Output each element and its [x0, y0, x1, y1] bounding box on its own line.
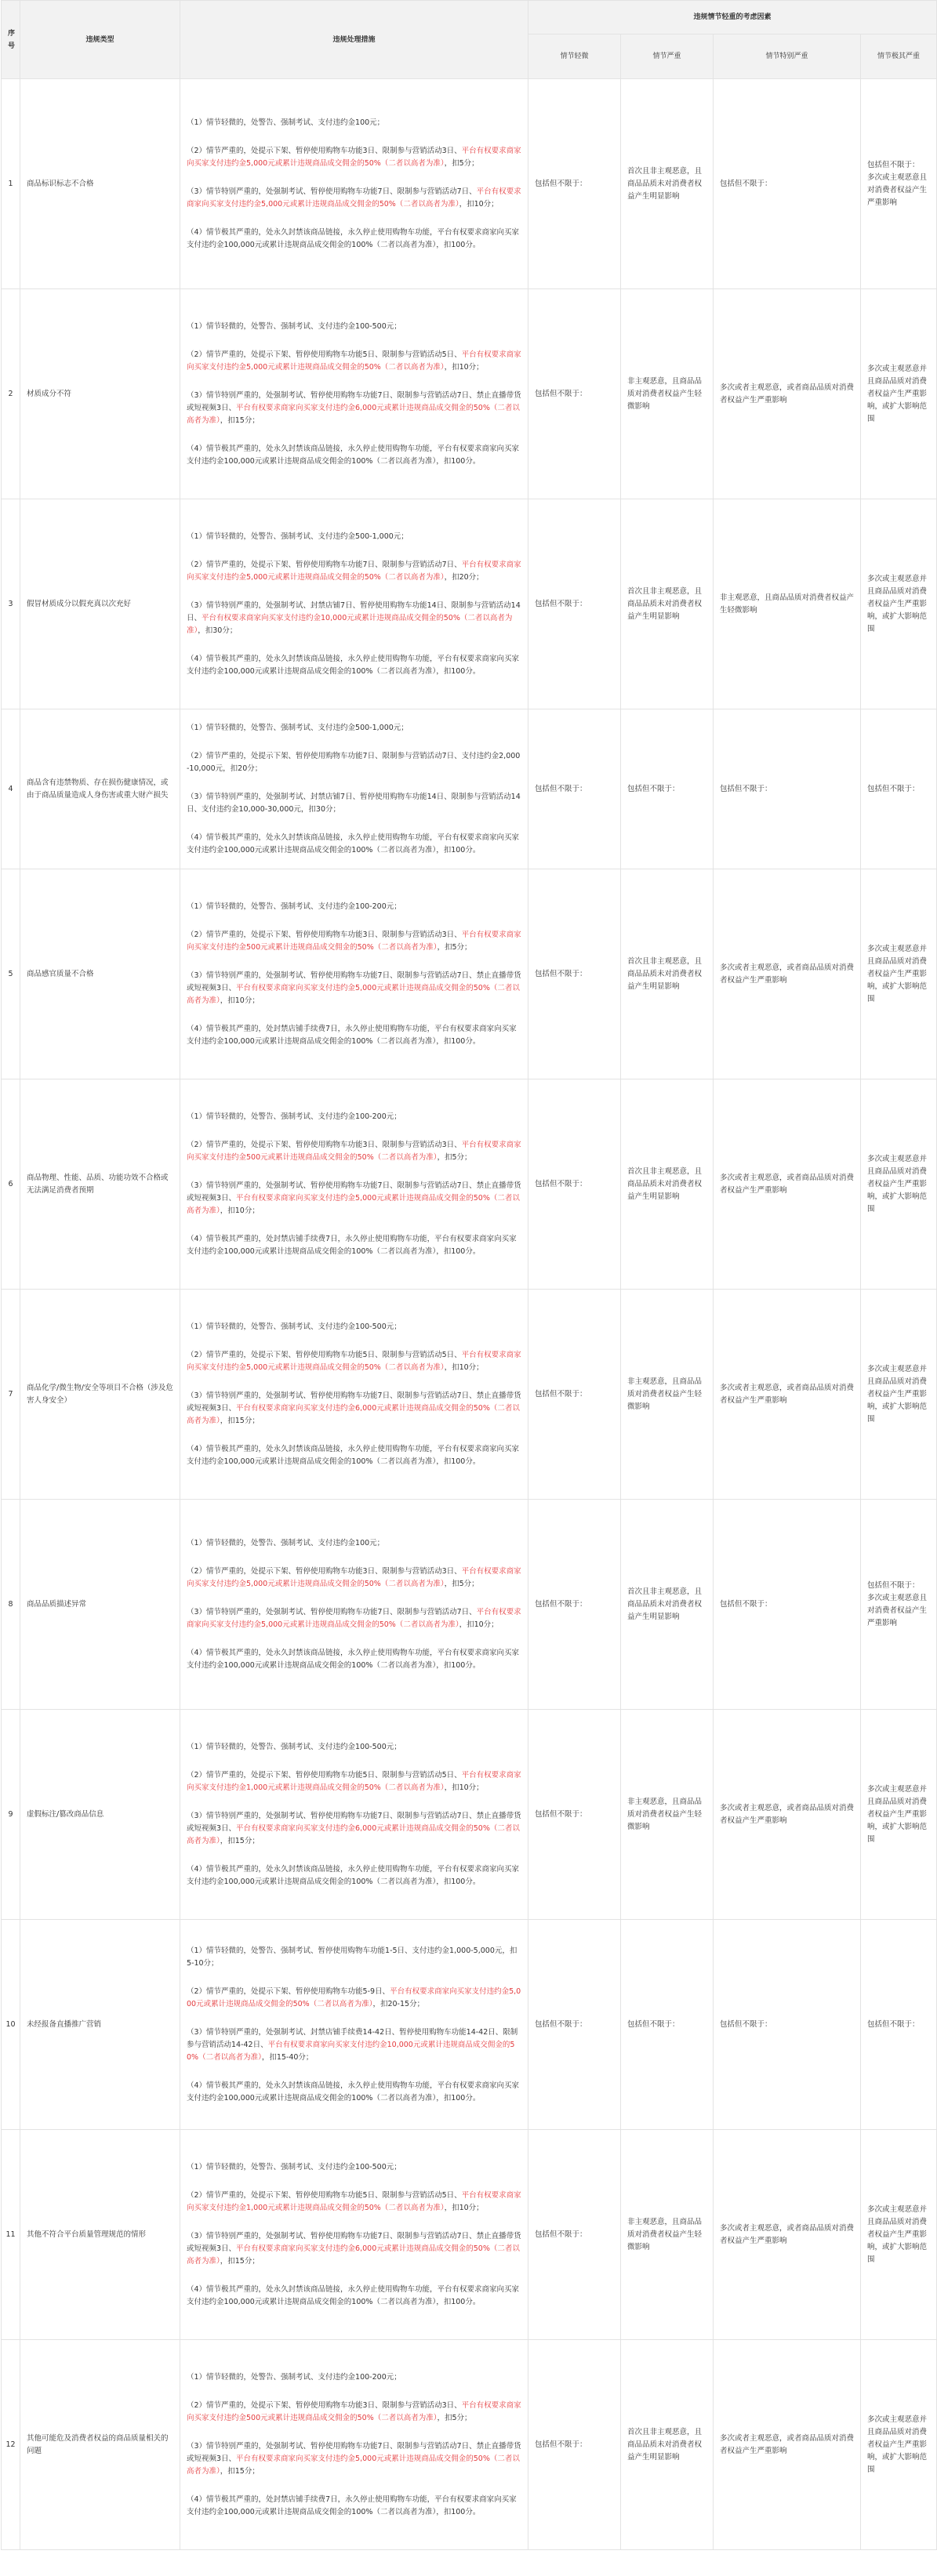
factor-extreme: 多次或主观恶意并且商品品质对消费者权益产生严重影响，或扩大影响范围 — [861, 1079, 937, 1290]
penalty-highlight: 平台有权要求商家向买家支付违约金5,000元或累计违规商品成交佣金的50%（二者以高者为准） — [187, 1986, 521, 2008]
factor-minor: 包括但不限于： — [528, 1920, 621, 2130]
factor-extreme: 包括但不限于： — [861, 1920, 937, 2130]
table-row — [2, 1290, 937, 1500]
measure-text: ，扣10分； — [444, 1783, 484, 1792]
measure-item — [187, 2494, 521, 2519]
violation-type: 商品含有违禁物质、存在损伤健康情况，或由于商品质量造成人身伤害或重大财产损失 — [20, 709, 180, 869]
factor-extreme: 包括但不限于： — [861, 709, 937, 869]
factor-serious: 首次且非主观恶意，且商品品质未对消费者权益产生明显影响 — [621, 1079, 714, 1290]
measure-text: （3）情节特别严重的，处强制考试、暂停使用购物车功能7日、限制参与营销活动7日、禁止直播带货或短视频3日、 — [187, 2441, 521, 2463]
factor-extreme: 多次或主观恶意并且商品品质对消费者权益产生严重影响，或扩大影响范围 — [861, 2130, 937, 2340]
penalty-highlight: 平台有权要求商家向买家支付违约金5,000元或累计违规商品成交佣金的50%（二者以高者为准） — [187, 350, 521, 372]
measure-text: （4）情节极其严重的，处永久封禁该商品链接，永久停止使用购物车功能，平台有权要求商家向买家支付违约金100,000元或累计违规商品成交佣金的100%（二者以高者为准），扣100分。 — [187, 444, 520, 466]
measure-item — [187, 349, 521, 374]
measure-text: （2）情节严重的，处提示下架、暂停使用购物车功能3日、限制参与营销活动3日、 — [187, 146, 462, 155]
table-row — [2, 289, 937, 499]
factor-minor: 包括但不限于： — [528, 1710, 621, 1920]
factor-minor: 包括但不限于： — [528, 1500, 621, 1710]
penalty-highlight: 平台有权要求商家向买家支付违约金5,000元或累计违规商品成交佣金的50%（二者以高者为准） — [187, 2454, 520, 2476]
measure-text: （2）情节严重的，处提示下架、暂停使用购物车功能3日、限制参与营销活动3日、 — [187, 1140, 462, 1149]
factor-very-serious: 非主观恶意，且商品品质对消费者权益产生轻微影响 — [714, 499, 861, 709]
measure-text: ，扣10分； — [459, 199, 499, 209]
measures-cell — [180, 1290, 528, 1500]
measure-text: （3）情节特别严重的，处强制考试、封禁店铺7日、暂停使用购物车功能14日、限制参与营销活动14日、支付违约金10,000-30,000元，扣30分； — [187, 792, 521, 814]
measure-text: （3）情节特别严重的，处强制考试、暂停使用购物车功能7日、限制参与营销活动7日、禁止直播带货或短视频3日、 — [187, 2231, 521, 2253]
row-index: 4 — [2, 709, 20, 869]
measure-text: （3）情节特别严重的，处强制考试、暂停使用购物车功能7日、限制参与营销活动7日、禁止直播带货或短视频3日、 — [187, 1181, 521, 1203]
measures-cell — [180, 289, 528, 499]
measure-text: （3）情节特别严重的，处强制考试、暂停使用购物车功能7日、限制参与营销活动7日、 — [187, 1607, 477, 1616]
penalty-highlight: 平台有权要求商家向买家支付违约金6,000元或累计违规商品成交佣金的50%（二者以高者为准） — [187, 2244, 520, 2266]
header-minor: 情节轻微 — [528, 34, 621, 79]
measure-text: （4）情节极其严重的，处永久封禁该商品链接，永久停止使用购物车功能，平台有权要求商家向买家支付违约金100,000元或累计违规商品成交佣金的100%（二者以高者为准），扣100分。 — [187, 1444, 520, 1466]
measure-item — [187, 653, 521, 678]
factor-very-serious: 多次或者主观恶意，或者商品品质对消费者权益产生严重影响 — [714, 869, 861, 1079]
measure-text: （3）情节特别严重的，处强制考试、封禁店铺手续费14-42日、暂停使用购物车功能14-42日、限制参与营销活动14-42日、 — [187, 2027, 518, 2049]
violation-type: 商品物理、性能、品质、功能功效不合格或无法满足消费者预期 — [20, 1079, 180, 1290]
measure-text: ，扣10分； — [459, 1620, 499, 1629]
factor-minor: 包括但不限于： — [528, 79, 621, 289]
factor-minor: 包括但不限于： — [528, 289, 621, 499]
factor-minor: 包括但不限于： — [528, 499, 621, 709]
row-index: 9 — [2, 1710, 20, 1920]
measure-text: （2）情节严重的，处提示下架、暂停使用购物车功能5-9日、 — [187, 1986, 390, 1996]
measure-item — [187, 559, 521, 584]
factor-minor: 包括但不限于： — [528, 869, 621, 1079]
violation-type: 其他可能危及消费者权益的商品质量相关的问题 — [20, 2340, 180, 2550]
measure-text: （4）情节极其严重的，处封禁店铺手续费7日，永久停止使用购物车功能，平台有权要求商家向买家支付违约金100,000元或累计违规商品成交佣金的100%（二者以高者为准），扣100分。 — [187, 1024, 517, 1046]
measure-item — [187, 901, 521, 913]
measure-text: ，扣10分； — [444, 362, 484, 372]
table-row — [2, 499, 937, 709]
measure-text: （2）情节严重的，处提示下架、暂停使用购物车功能3日、限制参与营销活动3日、 — [187, 930, 462, 939]
measure-item — [187, 2230, 521, 2268]
header-measures: 违规处理措施 — [180, 1, 528, 79]
factor-serious: 首次且非主观恶意，且商品品质未对消费者权益产生明显影响 — [621, 869, 714, 1079]
table-row — [2, 2340, 937, 2550]
measure-text: ，扣5分； — [437, 1152, 472, 1162]
measure-text: （3）情节特别严重的，处强制考试、暂停使用购物车功能7日、限制参与营销活动7日、禁止直播带货或短视频3日、 — [187, 971, 521, 992]
measure-item — [187, 791, 521, 816]
factor-very-serious: 多次或者主观恶意，或者商品品质对消费者权益产生严重影响 — [714, 1290, 861, 1500]
measure-item — [187, 2080, 521, 2105]
measure-text: ，扣5分； — [437, 2413, 472, 2422]
table-row — [2, 1920, 937, 2130]
measure-item — [187, 186, 521, 211]
measure-item — [187, 929, 521, 954]
measure-item — [187, 2371, 521, 2384]
factor-extreme: 包括但不限于： 多次或主观恶意且对消费者权益产生严重影响 — [861, 79, 937, 289]
measure-text: ，扣10分； — [444, 2203, 484, 2212]
measure-text: （4）情节极其严重的，处永久封禁该商品链接，永久停止使用购物车功能，平台有权要求商家向买家支付违约金100,000元或累计违规商品成交佣金的100%（二者以高者为准），扣100分。 — [187, 227, 520, 249]
factor-serious: 包括但不限于： — [621, 709, 714, 869]
factor-serious: 首次且非主观恶意，且商品品质未对消费者权益产生明显影响 — [621, 499, 714, 709]
factor-extreme: 多次或主观恶意并且商品品质对消费者权益产生严重影响，或扩大影响范围 — [861, 289, 937, 499]
measure-item — [187, 321, 521, 333]
measure-text: ，扣15分； — [220, 1836, 260, 1845]
header-index: 序号 — [2, 1, 20, 79]
penalty-highlight: 平台有权要求商家向买家支付违约金10,000元或累计违规商品成交佣金的50%（二者以高者为准） — [187, 2040, 515, 2062]
penalty-highlight: 平台有权要求商家向买家支付违约金6,000元或累计违规商品成交佣金的50%（二者以高者为准） — [187, 403, 520, 425]
factor-very-serious: 包括但不限于： — [714, 79, 861, 289]
measure-text: （4）情节极其严重的，处封禁店铺手续费7日，永久停止使用购物车功能，平台有权要求商家向买家支付违约金100,000元或累计违规商品成交佣金的100%（二者以高者为准），扣100分。 — [187, 2494, 517, 2516]
factor-minor: 包括但不限于： — [528, 2130, 621, 2340]
row-index: 5 — [2, 869, 20, 1079]
measures-cell — [180, 1920, 528, 2130]
penalty-highlight: 平台有权要求商家向买家支付违约金10,000元或累计违规商品成交佣金的50%（二者以高者为准） — [187, 613, 513, 635]
measure-item — [187, 1945, 521, 1970]
penalty-highlight: 平台有权要求商家向买家支付违约金5,000元或累计违规商品成交佣金的50%（二者以高者为准） — [187, 560, 521, 582]
measure-item — [187, 531, 521, 543]
penalty-highlight: 平台有权要求商家向买家支付违约金5,000元或累计违规商品成交佣金的50%（二者以高者为准） — [187, 146, 521, 168]
factor-extreme: 多次或主观恶意并且商品品质对消费者权益产生严重影响，或扩大影响范围 — [861, 1710, 937, 1920]
measure-item — [187, 2440, 521, 2478]
measure-text: （1）情节轻微的，处警告、强制考试、支付违约金100-500元； — [187, 1322, 401, 1331]
header-serious: 情节严重 — [621, 34, 714, 79]
measure-item — [187, 443, 521, 468]
factor-serious: 非主观恶意，且商品品质对消费者权益产生轻微影响 — [621, 289, 714, 499]
factor-very-serious: 多次或者主观恶意，或者商品品质对消费者权益产生严重影响 — [714, 1710, 861, 1920]
measure-text: （2）情节严重的，处提示下架、暂停使用购物车功能5日、限制参与营销活动5日、 — [187, 2190, 462, 2200]
measures-cell — [180, 2130, 528, 2340]
measure-text: （3）情节特别严重的，处强制考试、暂停使用购物车功能7日、限制参与营销活动7日、禁止直播带货或短视频3日、 — [187, 390, 521, 412]
table-row — [2, 869, 937, 1079]
row-index: 8 — [2, 1500, 20, 1710]
penalty-highlight: 平台有权要求商家向买家支付违约金5,000元或累计违规商品成交佣金的50%（二者以高者为准） — [187, 187, 521, 209]
factor-extreme: 多次或主观恶意并且商品品质对消费者权益产生严重影响，或扩大影响范围 — [861, 1290, 937, 1500]
factor-very-serious: 包括但不限于： — [714, 1500, 861, 1710]
factor-serious: 首次且非主观恶意，且商品品质未对消费者权益产生明显影响 — [621, 1500, 714, 1710]
factor-serious: 包括但不限于： — [621, 1920, 714, 2130]
row-index: 1 — [2, 79, 20, 289]
violation-type: 商品标识标志不合格 — [20, 79, 180, 289]
factor-minor: 包括但不限于： — [528, 2340, 621, 2550]
measure-text: ，扣5分； — [444, 158, 479, 168]
penalty-highlight: 平台有权要求商家向买家支付违约金6,000元或累计违规商品成交佣金的50%（二者以高者为准） — [187, 1403, 520, 1425]
measure-text: （2）情节严重的，处提示下架、暂停使用购物车功能5日、限制参与营销活动5日、 — [187, 1350, 462, 1359]
violation-type: 商品化学/微生物/安全等项目不合格（涉及危害人身安全） — [20, 1290, 180, 1500]
measure-item — [187, 1180, 521, 1217]
factor-serious: 首次且非主观恶意，且商品品质未对消费者权益产生明显影响 — [621, 2340, 714, 2550]
measure-text: ，扣5分； — [437, 942, 472, 952]
factor-very-serious: 多次或者主观恶意，或者商品品质对消费者权益产生严重影响 — [714, 1079, 861, 1290]
table-row — [2, 2130, 937, 2340]
measures-cell — [180, 1710, 528, 1920]
measure-item — [187, 1139, 521, 1164]
penalty-highlight: 平台有权要求商家向买家支付违约金5,000元或累计违规商品成交佣金的50%（二者以高者为准） — [187, 1607, 521, 1629]
measure-item — [187, 722, 521, 735]
measure-item — [187, 145, 521, 170]
measure-text: （1）情节轻微的，处警告、强制考试、支付违约金100-200元； — [187, 2372, 401, 2382]
row-index: 2 — [2, 289, 20, 499]
measures-cell — [180, 709, 528, 869]
measure-item — [187, 1863, 521, 1888]
measure-text: （1）情节轻微的，处警告、强制考试、暂停使用购物车功能1-5日、支付违约金1,000-5,000元，扣5-10分； — [187, 1946, 518, 1968]
penalty-highlight: 平台有权要求商家向买家支付违约金5,000元或累计违规商品成交佣金的50%（二者以高者为准） — [187, 983, 520, 1005]
penalty-highlight: 平台有权要求商家向买家支付违约金500元或累计违规商品成交佣金的50%（二者以高者为准） — [187, 1140, 521, 1162]
factor-minor: 包括但不限于： — [528, 1079, 621, 1290]
factor-very-serious: 多次或者主观恶意，或者商品品质对消费者权益产生严重影响 — [714, 2130, 861, 2340]
measure-text: （1）情节轻微的，处警告、强制考试、支付违约金100-200元； — [187, 1112, 401, 1121]
table-row — [2, 1079, 937, 1290]
row-index: 11 — [2, 2130, 20, 2340]
measures-cell — [180, 1500, 528, 1710]
measure-text: （4）情节极其严重的，处永久封禁该商品链接，永久停止使用购物车功能，平台有权要求商家向买家支付违约金100,000元或累计违规商品成交佣金的100%（二者以高者为准），扣100分。 — [187, 2081, 520, 2103]
factor-serious: 首次且非主观恶意，且商品品质未对消费者权益产生明显影响 — [621, 79, 714, 289]
measure-item — [187, 1443, 521, 1468]
header-extreme: 情节极其严重 — [861, 34, 937, 79]
measure-item — [187, 1023, 521, 1048]
measure-text: （4）情节极其严重的，处永久封禁该商品链接，永久停止使用购物车功能，平台有权要求商家向买家支付违约金100,000元或累计违规商品成交佣金的100%（二者以高者为准），扣100分。 — [187, 833, 520, 854]
table-row — [2, 709, 937, 869]
measure-text: （1）情节轻微的，处警告、强制考试、支付违约金100-500元； — [187, 2162, 401, 2171]
penalty-highlight: 平台有权要求商家向买家支付违约金6,000元或累计违规商品成交佣金的50%（二者以高者为准） — [187, 1823, 520, 1845]
table-header — [2, 1, 937, 79]
measure-text: （4）情节极其严重的，处永久封禁该商品链接，永久停止使用购物车功能，平台有权要求商家向买家支付违约金100,000元或累计违规商品成交佣金的100%（二者以高者为准），扣100分。 — [187, 2284, 520, 2306]
measure-text: （1）情节轻微的，处警告、强制考试、支付违约金500-1,000元； — [187, 723, 409, 732]
factor-extreme: 多次或主观恶意并且商品品质对消费者权益产生严重影响，或扩大影响范围 — [861, 499, 937, 709]
measure-item — [187, 1537, 521, 1550]
measure-item — [187, 1349, 521, 1374]
penalty-highlight: 平台有权要求商家向买家支付违约金1,000元或累计违规商品成交佣金的50%（二者以高者为准） — [187, 2190, 521, 2212]
measure-item — [187, 2400, 521, 2425]
measure-text: ，扣15分； — [220, 1416, 260, 1425]
measures-cell — [180, 1079, 528, 1290]
measure-text: （3）情节特别严重的，处强制考试、暂停使用购物车功能7日、限制参与营销活动7日、 — [187, 187, 477, 196]
measures-cell — [180, 79, 528, 289]
measure-item — [187, 1741, 521, 1754]
measure-item — [187, 1810, 521, 1848]
measure-text: （1）情节轻微的，处警告、强制考试、支付违约金100-200元； — [187, 902, 401, 911]
factor-extreme: 多次或主观恶意并且商品品质对消费者权益产生严重影响，或扩大影响范围 — [861, 869, 937, 1079]
measure-item — [187, 1606, 521, 1631]
violation-type: 材质成分不符 — [20, 289, 180, 499]
measure-item — [187, 2026, 521, 2064]
factor-very-serious: 多次或者主观恶意，或者商品品质对消费者权益产生严重影响 — [714, 2340, 861, 2550]
violation-type: 商品感官质量不合格 — [20, 869, 180, 1079]
factor-extreme: 多次或主观恶意并且商品品质对消费者权益产生严重影响，或扩大影响范围 — [861, 2340, 937, 2550]
measure-text: ，扣15分； — [220, 2256, 260, 2266]
measure-text: （1）情节轻微的，处警告、强制考试、支付违约金100-500元； — [187, 321, 401, 331]
measure-text: ，扣20-15分； — [372, 1999, 425, 2008]
measure-text: （3）情节特别严重的，处强制考试、暂停使用购物车功能7日、限制参与营销活动7日、禁止直播带货或短视频3日、 — [187, 1811, 521, 1833]
factor-very-serious: 包括但不限于： — [714, 709, 861, 869]
measure-text: （4）情节极其严重的，处永久封禁该商品链接，永久停止使用购物车功能，平台有权要求商家向买家支付违约金100,000元或累计违规商品成交佣金的100%（二者以高者为准），扣100分。 — [187, 654, 520, 676]
measure-text: （2）情节严重的，处提示下架、暂停使用购物车功能5日、限制参与营销活动5日、 — [187, 350, 462, 359]
measure-item — [187, 390, 521, 427]
violation-type: 虚假标注/篡改商品信息 — [20, 1710, 180, 1920]
table-row — [2, 1710, 937, 1920]
measure-text: （2）情节严重的，处提示下架、暂停使用购物车功能7日、限制参与营销活动7日、支付违约金2,000-10,000元，扣20分； — [187, 751, 521, 773]
violation-type: 未经报备直播推广营销 — [20, 1920, 180, 2130]
penalty-highlight: 平台有权要求商家向买家支付违约金500元或累计违规商品成交佣金的50%（二者以高者为准） — [187, 2400, 521, 2422]
measure-text: ，扣20分； — [444, 572, 484, 582]
table-row — [2, 79, 937, 289]
measures-cell — [180, 869, 528, 1079]
measure-text: （2）情节严重的，处提示下架、暂停使用购物车功能5日、限制参与营销活动5日、 — [187, 1770, 462, 1780]
measure-text: （3）情节特别严重的，处强制考试、暂停使用购物车功能7日、限制参与营销活动7日、禁止直播带货或短视频3日、 — [187, 1391, 521, 1413]
measure-item — [187, 1111, 521, 1123]
penalty-highlight: 平台有权要求商家向买家支付违约金1,000元或累计违规商品成交佣金的50%（二者以高者为准） — [187, 1770, 521, 1792]
measure-text: ，扣10分； — [220, 1206, 260, 1215]
table-body — [2, 79, 937, 2550]
measure-item — [187, 1321, 521, 1333]
penalty-highlight: 平台有权要求商家向买家支付违约金5,000元或累计违规商品成交佣金的50%（二者以高者为准） — [187, 1566, 521, 1588]
header-very-serious: 情节特别严重 — [714, 34, 861, 79]
measure-item — [187, 1233, 521, 1258]
measure-item — [187, 600, 521, 637]
measure-text: ，扣15分； — [220, 415, 260, 425]
violation-type: 商品品质描述异常 — [20, 1500, 180, 1710]
factor-serious: 非主观恶意，且商品品质对消费者权益产生轻微影响 — [621, 1710, 714, 1920]
measure-item — [187, 2190, 521, 2215]
measure-text: （3）情节特别严重的，处强制考试、封禁店铺7日、暂停使用购物车功能14日、限制参与营销活动14日、 — [187, 600, 521, 622]
row-index: 3 — [2, 499, 20, 709]
measure-text: ，扣15-40分； — [261, 2052, 314, 2062]
measure-item — [187, 2161, 521, 2174]
factor-minor: 包括但不限于： — [528, 1290, 621, 1500]
violation-table — [1, 0, 937, 2550]
factor-minor: 包括但不限于： — [528, 709, 621, 869]
measure-text: （2）情节严重的，处提示下架、暂停使用购物车功能3日、限制参与营销活动3日、 — [187, 1566, 462, 1576]
penalty-highlight: 平台有权要求商家向买家支付违约金500元或累计违规商品成交佣金的50%（二者以高者为准） — [187, 930, 521, 952]
measure-item — [187, 1986, 521, 2011]
measure-text: ，扣15分； — [220, 2466, 260, 2476]
factor-very-serious: 包括但不限于： — [714, 1920, 861, 2130]
measure-item — [187, 2284, 521, 2309]
factor-extreme: 包括但不限于： 多次或主观恶意且对消费者权益产生严重影响 — [861, 1500, 937, 1710]
measure-text: （1）情节轻微的，处警告、强制考试、支付违约金500-1,000元； — [187, 532, 409, 541]
row-index: 7 — [2, 1290, 20, 1500]
table-row — [2, 1500, 937, 1710]
measure-text: ，扣30分； — [198, 626, 238, 635]
measure-text: （2）情节严重的，处提示下架、暂停使用购物车功能3日、限制参与营销活动3日、 — [187, 2400, 462, 2410]
measure-text: ，扣10分； — [220, 996, 260, 1005]
header-violation-type: 违规类型 — [20, 1, 180, 79]
measures-cell — [180, 499, 528, 709]
measure-text: （4）情节极其严重的，处封禁店铺手续费7日，永久停止使用购物车功能，平台有权要求商家向买家支付违约金100,000元或累计违规商品成交佣金的100%（二者以高者为准），扣100分。 — [187, 1234, 517, 1256]
violation-type: 假冒材质成分以假充真以次充好 — [20, 499, 180, 709]
measure-item — [187, 750, 521, 775]
measure-text: （1）情节轻微的，处警告、强制考试、支付违约金100-500元； — [187, 1742, 401, 1751]
measures-cell — [180, 2340, 528, 2550]
measure-item — [187, 1769, 521, 1794]
penalty-highlight: 平台有权要求商家向买家支付违约金5,000元或累计违规商品成交佣金的50%（二者以高者为准） — [187, 1193, 520, 1215]
measure-item — [187, 832, 521, 857]
measure-text: （1）情节轻微的，处警告、强制考试、支付违约金100元； — [187, 118, 385, 127]
factor-serious: 非主观恶意，且商品品质对消费者权益产生轻微影响 — [621, 1290, 714, 1500]
measure-text: （2）情节严重的，处提示下架、暂停使用购物车功能7日、限制参与营销活动7日、 — [187, 560, 462, 569]
measure-item — [187, 1566, 521, 1591]
penalty-highlight: 平台有权要求商家向买家支付违约金5,000元或累计违规商品成交佣金的50%（二者以高者为准） — [187, 1350, 521, 1372]
row-index: 12 — [2, 2340, 20, 2550]
measure-item — [187, 227, 521, 252]
measure-item — [187, 1647, 521, 1672]
measure-text: ，扣5分； — [444, 1579, 479, 1588]
factor-very-serious: 多次或者主观恶意，或者商品品质对消费者权益产生严重影响 — [714, 289, 861, 499]
measure-item — [187, 1390, 521, 1428]
row-index: 6 — [2, 1079, 20, 1290]
measure-text: （4）情节极其严重的，处永久封禁该商品链接，永久停止使用购物车功能，平台有权要求商家向买家支付违约金100,000元或累计违规商品成交佣金的100%（二者以高者为准），扣100分。 — [187, 1864, 520, 1886]
measure-text: ，扣10分； — [444, 1362, 484, 1372]
measure-item — [187, 117, 521, 129]
row-index: 10 — [2, 1920, 20, 2130]
measure-text: （4）情节极其严重的，处永久封禁该商品链接，永久停止使用购物车功能，平台有权要求商家向买家支付违约金100,000元或累计违规商品成交佣金的100%（二者以高者为准），扣100分。 — [187, 1648, 520, 1670]
measure-text: （1）情节轻微的，处警告、强制考试、支付违约金100元； — [187, 1538, 385, 1547]
header-factors: 违规情节轻重的考虑因素 — [528, 1, 937, 34]
violation-type: 其他不符合平台质量管理规范的情形 — [20, 2130, 180, 2340]
measure-item — [187, 970, 521, 1007]
factor-serious: 非主观恶意，且商品品质对消费者权益产生轻微影响 — [621, 2130, 714, 2340]
